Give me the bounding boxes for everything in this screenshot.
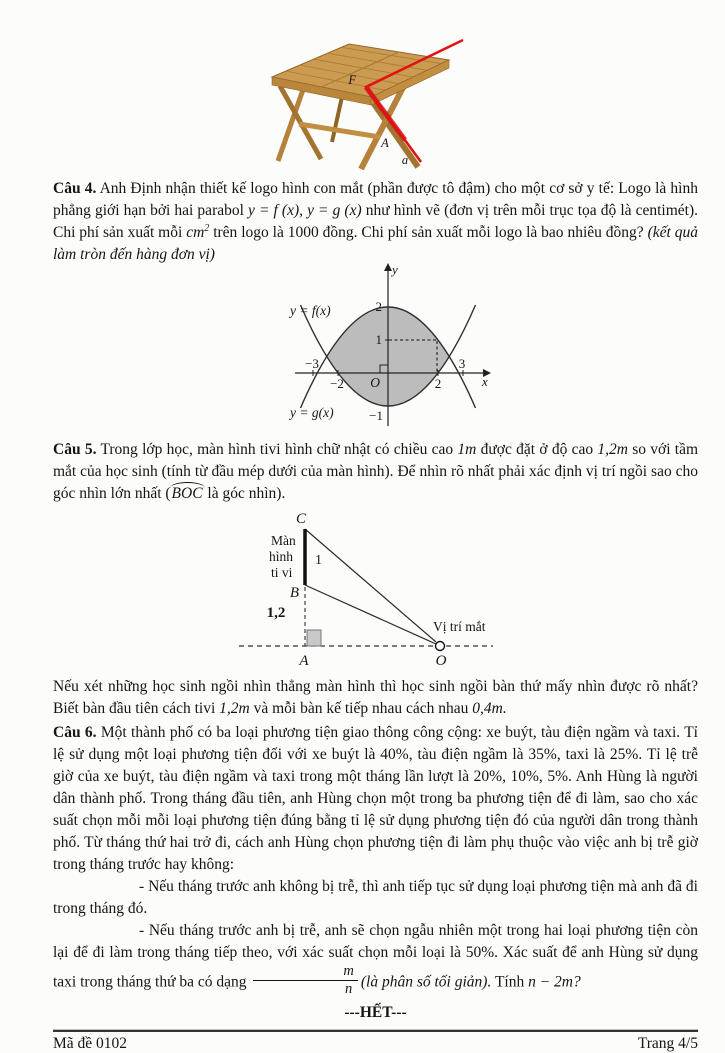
folding-table-illustration [253,20,500,170]
question-4-paragraph [53,178,698,266]
end-of-exam-marker: ---HẾT--- [344,1004,407,1022]
q6-final-expression: n − 2m? [528,973,581,991]
screen-label-line2: hình [269,549,294,564]
q5b-math-04m: 0,4m. [472,700,507,717]
page-footer [53,1029,698,1053]
eye-height-label: 1,2 [266,605,286,621]
q6-bullet-2-text: - Nếu tháng trước anh bị trễ, anh sẽ chọn ngẫu nhiên một trong hai loại phương tiện còn lại để đi làm trong tháng tiếp theo, với xác suất chọn mỗi loại là 50%. Xác suất để anh Hùng sử dụng taxi trong tháng thứ ba có dạng [53,922,698,991]
question-5-paragraph [53,439,698,505]
question-6-label: Câu 6. [53,724,97,741]
label-f: y = f(x) [290,303,331,318]
tick-y-1: 1 [375,332,382,347]
tick-y-neg1: −1 [369,408,383,423]
label-g: y = g(x) [290,405,334,420]
point-B-label: B [289,585,299,601]
fraction-m-over-n [253,964,357,997]
q4-text-3: trên logo là 1000 đồng. Chi phí sản xuất mỗi logo là bao nhiêu đồng? [213,224,644,241]
q5b-text-2: và mỗi bàn kế tiếp nhau cách nhau [253,700,469,717]
q5b-math-12m: 1,2m [219,700,250,717]
q4-math-parabolas: y = f (x), y = g (x) [248,202,362,219]
tick-x-neg2: −2 [330,376,344,391]
q5-text-1: Trong lớp học, màn hình tivi hình chữ nhật có chiều cao [100,441,454,458]
sightline-B-O [305,585,436,644]
q5-math-12m: 1,2m [597,441,628,458]
sightline-C-O [305,529,436,642]
question-6-bullet-1 [53,876,698,920]
screen-label-line3: ti vi [271,565,293,580]
eye-logo-graph [285,258,698,435]
q5-text-4: là góc nhìn). [207,485,286,502]
x-axis-label: x [482,374,488,389]
tick-x-neg3: −3 [305,356,319,371]
fraction-denominator: n [344,981,353,998]
q5b-text-1: Nếu xét những học sinh ngồi nhìn thẳng màn hình thì học sinh ngồi bàn thứ mấy nhìn được rõ nhất? Biết bàn đầu tiên cách tivi [53,678,698,717]
photo-label-a: a [401,153,409,167]
eye-position-label: Vị trí mắt [433,619,486,634]
q6-bullet-1-text: - Nếu tháng trước anh không bị trễ, thì anh tiếp tục sử dụng loại phương tiện mà anh đã đi trong tháng đó. [53,878,698,917]
y-axis-arrow [384,263,392,271]
exam-code: Mã đề 0102 [53,1035,128,1053]
q5-angle-BOC: BOC [171,485,203,502]
question-5-continuation [53,676,698,720]
fraction-numerator: m [253,964,357,981]
photo-label-A: A [381,136,389,150]
q5-math-1m: 1m [457,441,477,458]
viewing-angle-figure [231,507,501,669]
q5-text-3: so với tầm mắt của học sinh (tính từ đầu mép dưới của màn hình). Để nhìn rõ nhất phải xác định vị trí ngồi sao cho góc nhìn lớn nhất ( [53,441,699,502]
q4-text-1: Anh Định nhận thiết kế logo hình con mắt (phần được tô đậm) cho một cơ sở y tế: Logo là hình phẳng giới hạn bởi hai parabol [53,180,698,219]
tick-x-2: 2 [434,376,442,391]
tick-y-2: 2 [375,299,382,314]
folding-table-photo [253,20,698,175]
question-5-label: Câu 5. [53,441,97,458]
screen-label-line1: Màn [271,533,296,548]
q4-text-2: như hình vẽ (đơn vị trên mỗi trục tọa độ là centimét). Chi phí sản xuất mỗi [53,202,699,241]
q6-tinh-text: Tính [494,973,525,991]
tick-x-3: 3 [458,356,466,371]
q6-text-1: Một thành phố có ba loại phương tiện giao thông công cộng: xe buýt, tàu điện ngầm và taxi. Tỉ lệ sử dụng một loại phương tiện đối với xe buýt là 40%, tàu điện ngầm là 35%, taxi là 25%. Tỉ lệ trễ giờ của xe buýt, tàu điện ngầm và taxi trong một tháng lần lượt là 20%, 10%, 5%. Anh Hùng là người dân thành phố. Trong tháng đầu tiên, anh Hùng chọn một trong ba phương tiện để đi làm, sao cho xác suất chọn mỗi mỗi loại phương tiện đúng bằng tỉ lệ sử dụng phương tiện đó của người dân trong thành phố. Từ tháng thứ hai trở đi, cách anh Hùng chọn phương tiện đi làm phụ thuộc vào việc anh bị trễ giờ trong tháng trước hay không: [53,724,698,873]
photo-label-F: F [348,73,356,87]
point-O-label: O [435,653,447,669]
origin-label: O [370,375,380,390]
question-6-bullet-2 [53,920,698,1001]
screen-height-label: 1 [315,553,322,568]
point-A-label: A [299,653,309,669]
eye-position-point [436,642,445,651]
q5-text-2: được đặt ở độ cao [480,441,594,458]
y-axis-label: y [392,262,398,277]
page-number: Trang 4/5 [637,1035,698,1053]
tv-viewing-diagram [231,507,698,674]
q4-math-cm-sup: 2 [204,222,210,234]
question-6-paragraph [53,722,698,876]
question-4-label: Câu 4. [53,180,97,197]
q6-fraction-note: (là phân số tối giản). [360,973,492,991]
right-angle-mark [307,630,321,646]
parabola-graph [285,258,497,430]
q4-note-italic: (kết quả làm tròn đến hàng đơn vị) [53,224,698,263]
q4-math-cm: cm [186,224,205,241]
point-C-label: C [295,511,307,527]
